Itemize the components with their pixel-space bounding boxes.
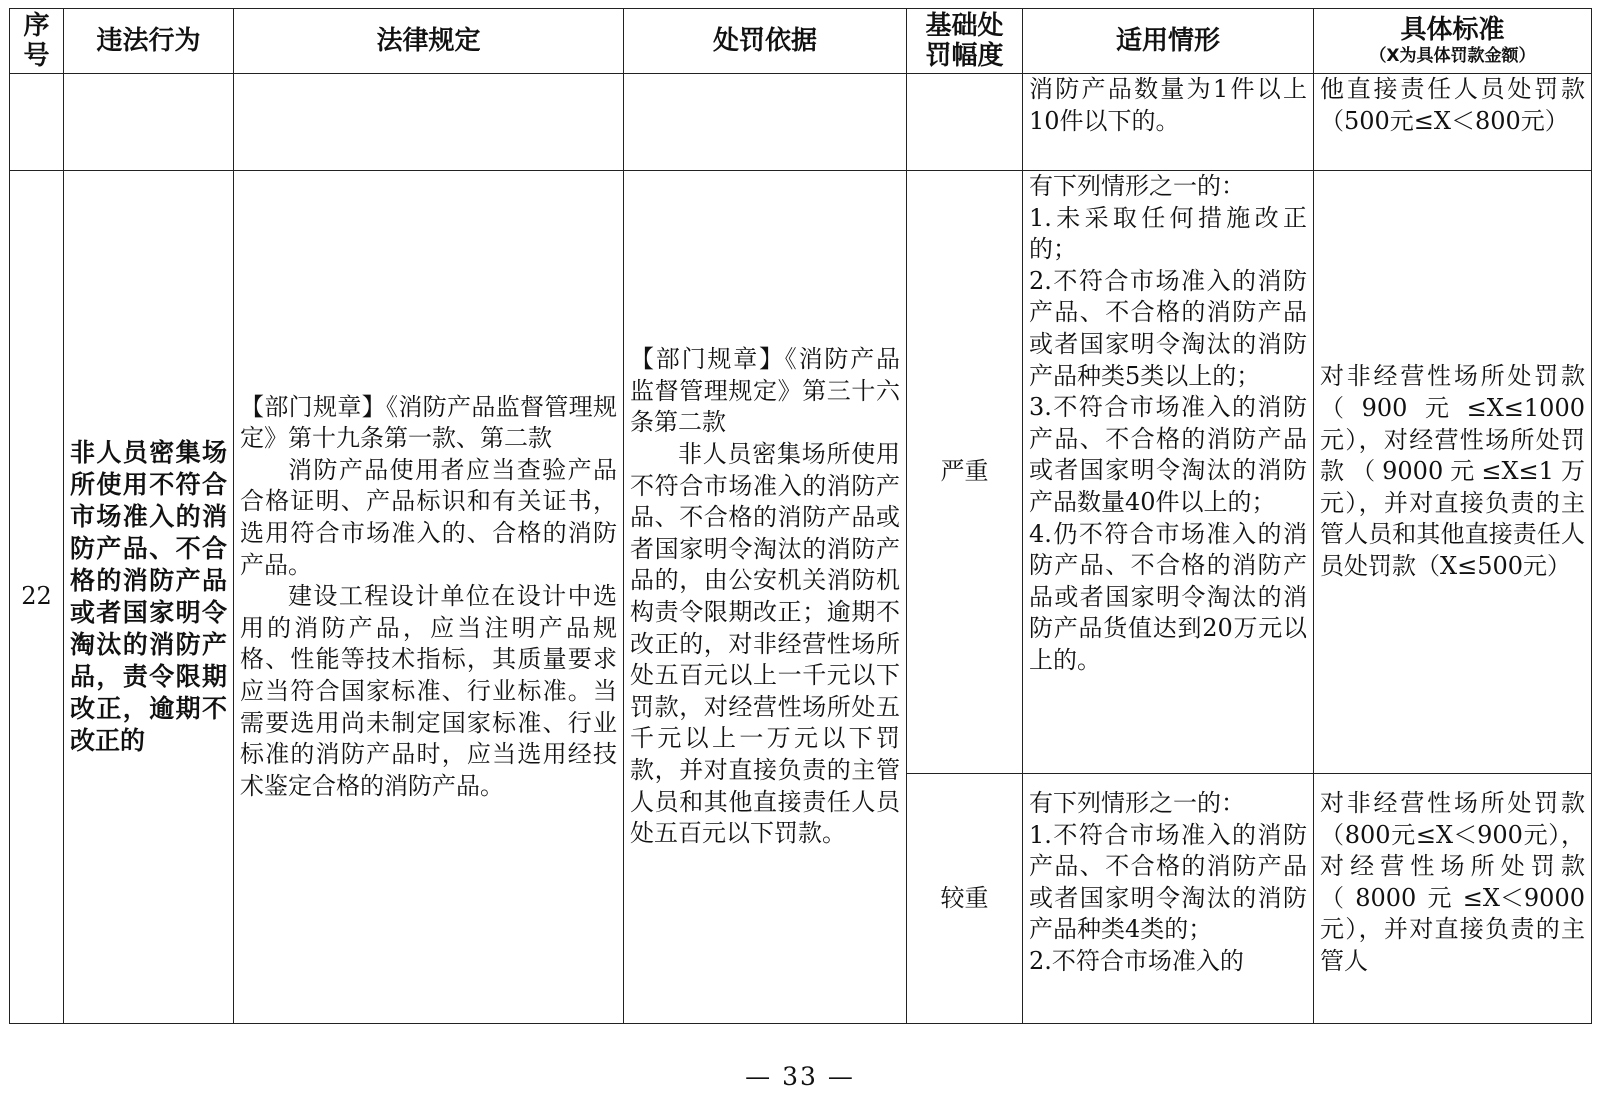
table-row-continued [10, 74, 1592, 171]
header-violation: 违法行为 [64, 9, 234, 74]
violation-description: 非人员密集场所使用不符合市场准入的消防产品、不合格的消防产品或者国家明令淘汰的消防产品，责令限期改正，逾期不改正的 [64, 171, 234, 1024]
header-standard-note: （X为具体罚款金额） [1369, 46, 1536, 66]
table-row-22-severe [10, 171, 1592, 774]
penalty-basis [624, 171, 907, 1024]
header-no: 序号 [10, 9, 64, 74]
law-paragraph-2: 建设工程设计单位在设计中选用的消防产品，应当注明产品规格、性能等技术指标，其质量要求应当符合国家标准、行业标准。当需要选用尚未制定国家标准、行业标准的消防产品时，应当选用经技术鉴定合格的消防产品。 [240, 582, 617, 800]
header-standard-title: 具体标准 [1400, 15, 1505, 45]
row-number: 22 [10, 171, 64, 1024]
degree-severe: 严重 [907, 171, 1023, 774]
cell-no-empty [10, 74, 64, 171]
law-provision [234, 171, 624, 1024]
basis-paragraph-1: 非人员密集场所使用不符合市场准入的消防产品、不合格的消防产品或者国家明令淘汰的消防产品的，由公安机关消防机构责令限期改正；逾期不改正的，对非经营性场所处五百元以上一千元以下罚款，对经营性场所处五千元以上一万元以下罚款，并对直接负责的主管人员和其他直接责任人员处五百元以下罚款。 [630, 440, 900, 848]
cell-law-empty [234, 74, 624, 171]
standard-severe: 对非经营性场所处罚款（900元≤X≤1000元），对经营性场所处罚款（9000元≤X≤1万元），并对直接负责的主管人员和其他直接责任人员处罚款（X≤500元） [1314, 171, 1592, 774]
header-basis: 处罚依据 [624, 9, 907, 74]
header-law: 法律规定 [234, 9, 624, 74]
penalty-standard-table [9, 8, 1592, 1024]
law-paragraph-1: 消防产品使用者应当查验产品合格证明、产品标识和有关证书，选用符合市场准入的、合格的消防产品。 [240, 455, 617, 579]
header-degree: 基础处罚幅度 [907, 9, 1023, 74]
basis-title: 【部门规章】《消防产品监督管理规定》第三十六条第二款 [630, 345, 900, 437]
cell-standard-continued: 他直接责任人员处罚款（500元≤X＜800元） [1314, 74, 1592, 171]
header-standard [1314, 9, 1592, 74]
cell-violation-empty [64, 74, 234, 171]
situation-moderate: 有下列情形之一的： 1.不符合市场准入的消防产品、不合格的消防产品或者国家明令淘汰的消防产品种类4类的； 2.不符合市场准入的 [1023, 774, 1314, 1024]
law-title: 【部门规章】《消防产品监督管理规定》第十九条第一款、第二款 [240, 392, 617, 453]
header-situation: 适用情形 [1023, 9, 1314, 74]
cell-degree-empty [907, 74, 1023, 171]
page-number: — 33 — [745, 1062, 855, 1091]
situation-severe: 有下列情形之一的： 1.未采取任何措施改正的； 2.不符合市场准入的消防产品、不合格的消防产品或者国家明令淘汰的消防产品种类5类以上的； 3.不符合市场准入的消防产品、不合格的消防产品或者国家明令淘汰的消防产品数量40件以上的； 4.仍不符合市场准入的消防产品、不合格的消防产品或者国家明令淘汰的消防产品货值达到20万元以上的。 [1023, 171, 1314, 774]
cell-situation-continued: 消防产品数量为1件以上10件以下的。 [1023, 74, 1314, 171]
header-row [10, 9, 1592, 74]
degree-moderate: 较重 [907, 774, 1023, 1024]
standard-moderate: 对非经营性场所处罚款（800元≤X＜900元），对经营性场所处罚款（8000元≤X＜9000元），并对直接负责的主管人 [1314, 774, 1592, 1024]
cell-basis-empty [624, 74, 907, 171]
